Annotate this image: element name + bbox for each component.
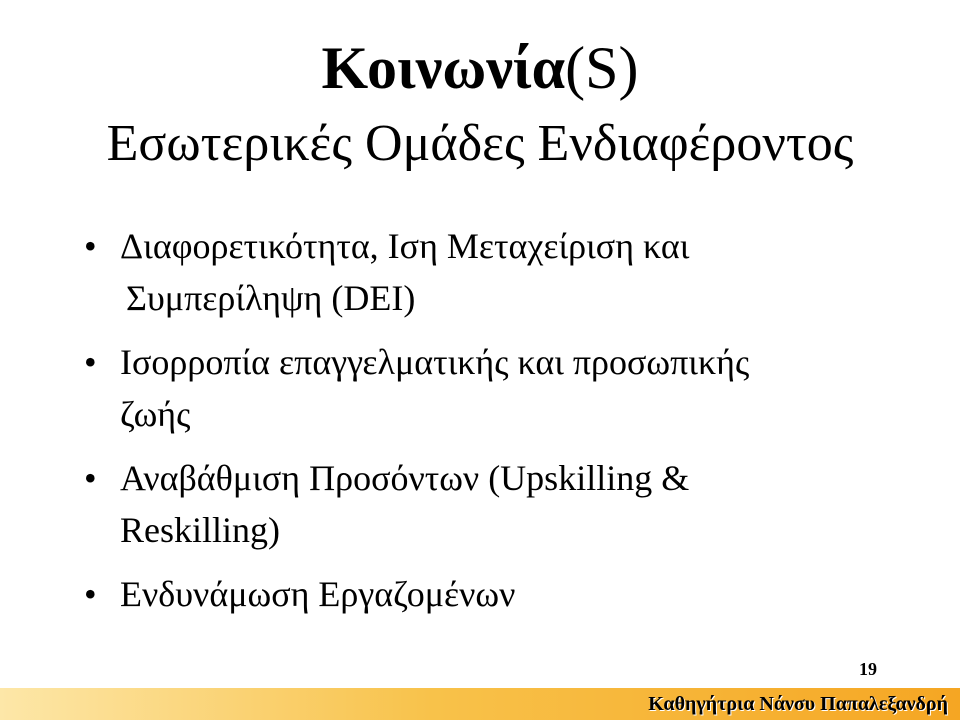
bullet-line: Reskilling) [120, 510, 280, 550]
bullet-dot: • [84, 574, 97, 614]
bullet-item [84, 220, 884, 324]
bullet-line: Διαφορετικότητα, Ιση Μεταχείριση και [120, 226, 690, 266]
bullet-dot: • [84, 458, 97, 498]
footer-bar [0, 688, 960, 720]
bullet-line: Ενδυνάμωση Εργαζομένων [120, 574, 516, 614]
slide-title-suffix: (S) [565, 35, 639, 101]
slide-subtitle: Εσωτερικές Ομάδες Ενδιαφέροντος [106, 115, 854, 172]
bullet-line: Αναβάθμιση Προσόντων (Upskilling & [120, 458, 690, 498]
bullet-item [84, 336, 884, 440]
bullet-line: Συμπερίληψη (DEI) [126, 278, 416, 318]
footer-author: Καθηγήτρια Νάνσυ Παπαλεξανδρή [648, 693, 948, 715]
slide-title [0, 32, 960, 104]
bullet-line: ζωής [120, 394, 191, 434]
bullet-dot: • [84, 342, 97, 382]
bullet-line: Ισορροπία επαγγελματικής και προσωπικής [120, 342, 750, 382]
bullet-item [84, 452, 884, 556]
bullet-item [84, 568, 884, 620]
bullet-list [84, 220, 884, 632]
slide-title-bold: Κοινωνία [321, 35, 566, 101]
bullet-dot: • [84, 226, 97, 266]
page-number: 19 [859, 659, 877, 679]
